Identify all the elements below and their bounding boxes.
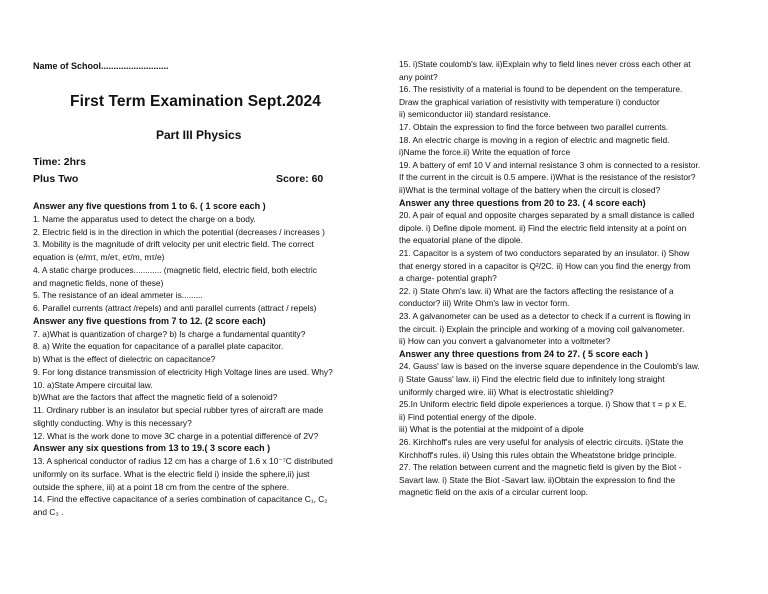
question-line: ii) semiconductor iii) standard resistance. [399,109,551,120]
question-line: ii)What is the terminal voltage of the battery when the circuit is closed? [399,185,661,195]
question-line: the circuit. i) Explain the principle and working of a moving coil galvanometer. [399,323,685,334]
question-line: slightly conducting. Why is this necessary? [33,417,192,428]
question-line: 21. Capacitor is a system of two conductors separated by an insulator. i) Show [399,248,690,258]
question-line: 2. Electric field is in the direction in which the potential (decreases / increases ) [33,226,325,237]
question-line: 19. A battery of emf 10 V and internal resistance 3 ohm is connected to a resistor. [399,159,701,170]
question-line: 15. i)State coulomb's law. ii)Explain why to field lines never cross each other at [399,59,691,69]
question-line: 4. A static charge produces............ (magnetic field, electric field, both electric [33,264,317,275]
question-line: 23. A galvanometer can be used as a detector to check if a current is flowing in [399,311,691,321]
question-line: Draw the graphical variation of resistivity with temperature i) conductor [399,96,660,107]
question-line: 24. Gauss' law is based on the inverse square dependence in the Coulomb's law. [399,361,700,372]
question-line: 3. Mobility is the magnitude of drift velocity per unit electric field. The correct [33,239,314,250]
question-line: Savart law. i) State the Biot -Savart law. ii)Obtain the expression to find the [399,474,676,485]
question-line: 6. Parallel currents (attract /repels) and anti parallel currents (attract / repels) [33,303,317,313]
school-name-line: Name of School........................... [33,61,169,71]
question-line: that energy stored in a capacitor is Q²/2C. ii) How can you find the energy from [399,260,691,271]
question-line: b) What is the effect of dielectric on capacitance? [33,354,216,364]
question-line: 11. Ordinary rubber is an insulator but special rubber tyres of aircraft are made [33,405,324,415]
question-line: b)What are the factors that affect the magnetic field of a solenoid? [33,392,278,403]
question-line: i)Name the force.ii) Write the equation of force [399,147,571,158]
score-label: Score: 60 [276,173,324,185]
question-line: 7. a)What is quantization of charge? b) Is charge a fundamental quantity? [33,328,306,339]
question-line: any point? [399,71,438,82]
question-line: ii) How can you convert a galvanometer into a voltmeter? [399,336,611,347]
question-line: magnetic field on the axis of a circular current loop. [399,487,588,498]
question-line: outside the sphere, iii) at a point 18 cm from the centre of the sphere. [33,481,290,492]
question-line: 17. Obtain the expression to find the force between two parallel currents. [399,122,669,132]
question-line: Kirchhoff's rules. ii) Using this rules obtain the Wheatstone bridge principle. [399,449,677,460]
question-line: 16. The resistivity of a material is found to be dependent on the temperature. [399,84,683,95]
class-label: Plus Two [33,173,79,185]
question-line: 18. An electric charge is moving in a region of electric and magnetic field. [399,134,670,145]
section-heading: Answer any three questions from 24 to 27. ( 5 score each ) [399,348,649,359]
section-heading: Answer any five questions from 1 to 6. ( 1 score each ) [33,201,266,211]
question-line: 25.In Uniform electric field dipole experiences a torque. i) Show that τ = p x E. [399,399,687,410]
question-line: and magnetic fields, none of these) [33,277,164,288]
question-line: 12. What is the work done to move 3C charge in a potential difference of 2V? [33,430,319,441]
question-line: equation is (e/mτ, m/eτ, eτ/m, mτ/e) [33,252,165,262]
question-line: 27. The relation between current and the magnetic field is given by the Biot - [399,462,682,473]
question-line: ii) Find potential energy of the dipole. [399,411,537,422]
question-line: 8. a) Write the equation for capacitance of a parallel plate capacitor. [33,341,284,352]
section-heading: Answer any five questions from 7 to 12. (2 score each) [33,315,266,326]
section-heading: Answer any six questions from 13 to 19.( 3 score each ) [33,443,271,454]
question-line: 20. A pair of equal and opposite charges separated by a small distance is called [399,210,695,221]
part-title: Part III Physics [156,128,242,142]
question-line: 1. Name the apparatus used to detect the charge on a body. [33,213,256,224]
question-line: the equatorial plane of the dipole. [399,235,523,246]
question-line: i) State Gauss' law. ii) Find the electric field due to infinitely long straight [399,374,665,384]
question-line: 22. i) State Ohm's law. ii) What are the factors affecting the resistance of a [399,285,674,296]
question-line: and C₃ . [33,507,64,517]
question-line: conductor? iii) Write Ohm's law in vector form. [399,298,570,309]
exam-title: First Term Examination Sept.2024 [70,93,321,110]
question-line: 9. For long distance transmission of electricity High Voltage lines are used. Why? [33,366,333,377]
question-line: If the current in the circuit is 0.5 ampere. i)What is the resistance of the resistor? [399,172,696,183]
question-line: 26. Kirchhoff's rules are very useful for analysis of electric circuits. i)State the [399,437,684,447]
question-line: iii) What is the potential at the midpoint of a dipole [399,424,584,435]
question-line: 14. Find the effective capacitance of a series combination of capacitance C₁, C₂ [33,494,328,505]
time-label: Time: 2hrs [33,156,86,168]
question-line: 10. a)State Ampere circuital law. [33,379,153,390]
question-line: dipole. i) Define dipole moment. ii) Find the electric field intensity at a point on [399,222,687,233]
question-line: a charge- potential graph? [399,273,497,284]
question-line: 13. A spherical conductor of radius 12 cm has a charge of 1.6 x 10⁻⁷C distributed [33,456,333,466]
question-line: 5. The resistance of an ideal ammeter is......... [33,290,203,301]
section-heading: Answer any three questions from 20 to 23. ( 4 score each) [399,197,646,208]
question-line: uniformly charged wire. iii) What is electrostatic shielding? [399,386,614,397]
question-line: uniformly on its surface. What is the electric field i) inside the sphere,ii) just [33,468,310,479]
